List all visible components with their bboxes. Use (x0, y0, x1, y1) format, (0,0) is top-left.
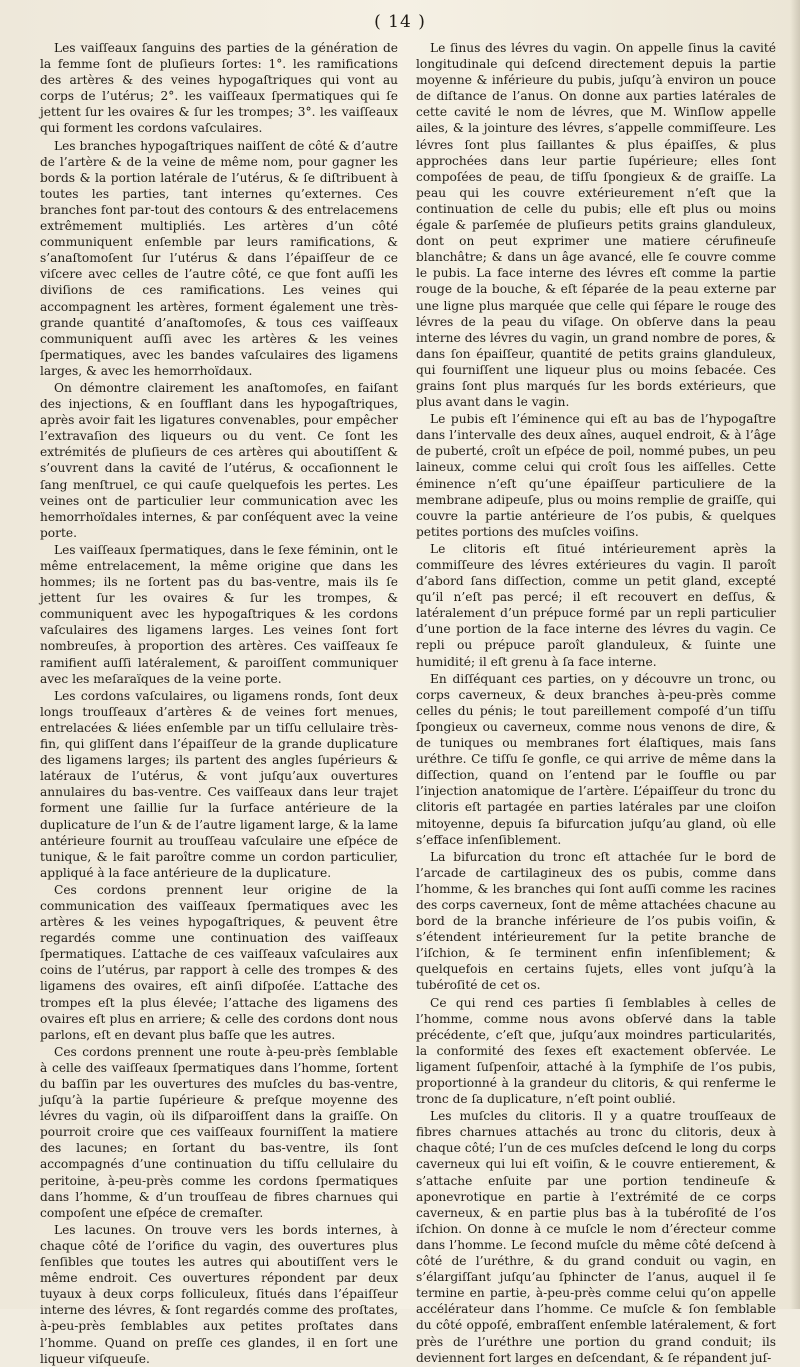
paragraph-resemblance: Ce qui rend ces parties ſi ſemblables à celles de l’homme, comme nous avons obſervé dans la table précédente, c’eſt que, juſqu’aux moindres particularités, la conformité des ſexes eſt exactement obſervée. Le ligament ſuſpenſoir, attaché à la ſymphiſe de l’os pubis, proportionné à la grandeur du clitoris, & qui renferme le tronc de ſa duplicature, n’eſt point oublié. (416, 995, 776, 1107)
right-column (416, 40, 776, 1366)
paragraph-sinus: Le ſinus des lévres du vagin. On appelle ſinus la cavité longitudinale qui deſcend directement depuis la partie moyenne & inférieure du pubis, juſqu’à environ un pouce de diſtance de l’anus. On donne aux parties latérales de cette cavité le nom de lévres, que M. Winſlow appelle ailes, & la jointure des lévres, s’appelle commiſſeure. Les lévres ſont plus ſaillantes & plus épaiſſes, & plus approchées dans leur partie ſupérieure; elles ſont compoſées de peau, de tiſſu ſpongieux & de graiſſe. La peau qui les couvre extérieurement n’eſt que la continuation de celle du pubis; elle eſt plus ou moins égale & parſemée de pluſieurs petits grains glanduleux, dont on peut exprimer une matiere cérufineuſe blanchâtre; & dans un âge avancé, elle ſe couvre comme le pubis. La face interne des lévres eſt comme la partie rouge de la bouche, & eſt ſéparée de la peau externe par une ligne plus marquée que celle qui ſépare le rouge des lévres de la peau du viſage. On obſerve dans la peau interne des lévres du vagin, un grand nombre de pores, & dans ſon épaiſſeur, quantité de petits grains glanduleux, qui fourniſſent une liqueur plus ou moins ſebacée. Ces grains ſont plus marqués ſur les bords extérieurs, que plus avant dans le vagin. (416, 41, 776, 410)
page-edge-shadow (790, 0, 800, 1309)
paragraph-spermatic-vessels: Les vaiſſeaux ſpermatiques, dans le ſexe féminin, ont le même entrelacement, la même origine que dans les hommes; ils ne ſortent pas du bas-ventre, mais ils ſe jettent ſur les ovaires & ſur les trompes, & communiquent avec les hypogaſtriques & les cordons vaſculaires des ligamens larges. Les veines ſont fort nombreuſes, à proportion des artères. Ces vaiſſeaux ſe ramifient auſſi latéralement, & paroiſſent communiquer avec les meſaraïques de la veine porte. (40, 542, 398, 686)
paragraph-hypogastric-branches: Les branches hypogaſtriques naiſſent de côté & d’autre de l’artère & de la veine de même nom, pour gagner les bords & la portion latérale de l’utérus, & ſe diſtribuent à toutes les parties, tant internes qu’externes. Ces branches font par-tout des contours & des entrelacemens extrêmement multipliés. Les artères d’un côté communiquent enſemble par leurs ramifications, & s’anaſtomoſent ſur l’utérus & dans l’épaiſſeur de ce viſcere avec celles de l’autre côté, ce que font auſſi les diviſions de ces ramifications. Les veines qui accompagnent les artères, forment également une très-grande quantité d’anaſtomoſes, & tous ces vaiſſeaux communiquent auſſi avec les artères & les veines ſpermatiques, avec les bandes vaſculaires des ligamens larges, & avec les hemorrhoïdaux. (40, 138, 398, 378)
paragraph-cords-route: Ces cordons prennent une route à-peu-près ſemblable à celle des vaiſſeaux ſpermatiques dans l’homme, ſortent du baſſin par les ouvertures des muſcles du bas-ventre, juſqu’à la partie ſupérieure & preſque moyenne des lévres du vagin, où ils diſparoiſſent dans la graiſſe. On pourroit croire que ces vaiſſeaux fourniſſent la matiere des lacunes; en ſortant du bas-ventre, ils ſont accompagnés d’une continuation du tiſſu cellulaire du peritoine, à-peu-près comme les cordons ſpermatiques dans l’homme, & d’un trouſſeau de fibres charnues qui compoſent une eſpéce de cremaſter. (40, 1044, 398, 1220)
paragraph-dissection: En diſſéquant ces parties, on y découvre un tronc, ou corps caverneux, & deux branches à-peu-près comme celles du pénis; le tout pareillement compoſé d’un tiſſu ſpongieux ou caverneux, comme nous venons de dire, & de tuniques ou membranes fort élaſtiques, mais ſans uréthre. Ce tiſſu ſe gonfle, ce qui arrive de même dans la diſſection, quand on l’entend par le ſouffle ou par l’injection anatomique de l’artère. L’épaiſſeur du tronc du clitoris eſt partagée en parties latérales par une cloiſon mitoyenne, depuis ſa bifurcation juſqu’au gland, où elle s’efface inſenſiblement. (416, 671, 776, 847)
page-number: ( 14 ) (374, 12, 426, 32)
paragraph-blood-vessels: Les vaiſſeaux ſanguins des parties de la génération de la femme ſont de pluſieurs ſortes: 1°. les ramifications des artères & des veines hypogaſtriques qui vont au corps de l’utérus; 2°. les vaiſſeaux ſpermatiques qui ſe jettent ſur les ovaires & ſur les trompes; 3°. les vaiſſeaux qui forment les cordons vaſculaires. (40, 41, 398, 136)
paragraph-lacunes: Les lacunes. On trouve vers les bords internes, à chaque côté de l’orifice du vagin, des ouvertures plus ſenſibles que toutes les autres qui aboutiſſent vers le même endroit. Ces ouvertures répondent par deux tuyaux à deux corps folliculeux, ſitués dans l’épaiſſeur interne des lévres, & ſont regardés comme des proſtates, à-peu-près ſemblables aux petites proſtates dans l’homme. Quand on preſſe ces glandes, il en ſort une liqueur viſqueuſe. (40, 1222, 398, 1366)
paragraph-muscles: Les muſcles du clitoris. Il y a quatre trouſſeaux de fibres charnues attachés au tronc du clitoris, deux à chaque côté; l’un de ces muſcles deſcend le long du corps caverneux qui lui eſt voiſin, & le couvre entierement, & s’attache enſuite par une portion tendineuſe & aponevrotique en partie à l’extrémité de ce corps caverneux, & en partie plus bas à la tubéroſité de l’os iſchion. On donne à ce muſcle le nom d’érecteur comme dans l’homme. Le ſecond muſcle du même côté deſcend à côté de l’uréthre, & du grand conduit ou vagin, en s’élargiſſant juſqu’au ſphincter de l’anus, auquel il ſe termine en partie, à-peu-près comme celui qu’on appelle accélérateur dans l’homme. Ce muſcle & ſon ſemblable du côté oppoſé, embraſſent enſemble latéralement, & fort près de l’uréthre une portion du grand conduit; ils deviennent fort larges en deſcendant, & ſe répandent juſ- (416, 1109, 776, 1365)
paragraph-vascular-cords: Les cordons vaſculaires, ou ligamens ronds, ſont deux longs trouſſeaux d’artères & de veines fort menues, entrelacées & liées enſemble par un tiſſu cellulaire très-fin, qui gliſſent dans l’épaiſſeur de la grande duplicature des ligamens larges; ils partent des angles ſupérieurs & latéraux de l’utérus, & vont juſqu’aux ouvertures annulaires du bas-ventre. Ces vaiſſeaux dans leur trajet forment une ſaillie ſur la ſurface antérieure de la duplicature de l’un & de l’autre ligament large, & la lame antérieure fournit au trouſſeau vaſculaire une eſpéce de tunique, & le fait paroître comme un cordon particulier, appliqué à la face antérieure de la duplicature. (40, 688, 398, 880)
left-column (40, 40, 398, 1367)
paragraph-clitoris: Le clitoris eſt ſitué intérieurement après la commiſſeure des lévres extérieures du vagin. Il paroît d’abord ſans diſſection, comme un petit gland, excepté qu’il n’eſt pas percé; il eſt recouvert en deſſus, & latéralement d’un prépuce formé par un repli particulier d’une portion de la face interne des lévres du vagin. Ce repli ou prépuce paroît glanduleux, & ſuinte une humidité; il eſt grenu à ſa face interne. (416, 541, 776, 669)
paragraph-cords-origin: Ces cordons prennent leur origine de la communication des vaiſſeaux ſpermatiques avec les artères & les veines hypogaſtriques, & peuvent être regardés comme une continuation des vaiſſeaux ſpermatiques. L’attache de ces vaiſſeaux vaſculaires aux coins de l’utérus, par rapport à celle des trompes & des ligamens des ovaires, eſt ainſi diſpoſée. L’attache des trompes eſt la plus élevée; l’attache des ligamens des ovaires eſt plus en arriere; & celle des cordons dont nous parlons, eſt en devant plus baſſe que les autres. (40, 882, 398, 1042)
paragraph-pubis: Le pubis eſt l’éminence qui eſt au bas de l’hypogaſtre dans l’intervalle des deux aînes, auquel endroit, & à l’âge de puberté, croît un eſpéce de poil, nommé pubes, un peu laineux, comme celui qui croît ſous les aiſſelles. Cette éminence n’eſt qu’une épaiſſeur particuliere de la membrane adipeuſe, plus ou moins remplie de graiſſe, qui couvre la partie antérieure de l’os pubis, & quelques petites portions des muſcles voiſins. (416, 412, 776, 539)
paragraph-bifurcation: La bifurcation du tronc eſt attachée ſur le bord de l’arcade de cartilagineux des os pubis, comme dans l’homme, & les branches qui ſont auſſi comme les racines des corps caverneux, ſont de même attachées chacune au bord de la branche inférieure de l’os pubis voiſin, & s’étendent intérieurement ſur la petite branche de l’iſchion, & ſe terminent enfin inſenſiblement; & quelquefois en certains ſujets, elles vont juſqu’à la tubéroſité de cet os. (416, 849, 776, 993)
paragraph-anastomoses: On démontre clairement les anaſtomoſes, en faiſant des injections, & en ſoufflant dans les hypogaſtriques, après avoir fait les ligatures convenables, pour empêcher l’extravaſion des liqueurs ou du vent. Ce ſont les extrémités de pluſieurs de ces artères qui aboutiſſent & s’ouvrent dans la cavité de l’utérus, & occaſionnent le ſang menſtruel, ce qui cauſe quelquefois les pertes. Les veines ont de particulier leur communication avec les hemorrhoïdales internes, & par conſéquent avec la veine porte. (40, 380, 398, 540)
